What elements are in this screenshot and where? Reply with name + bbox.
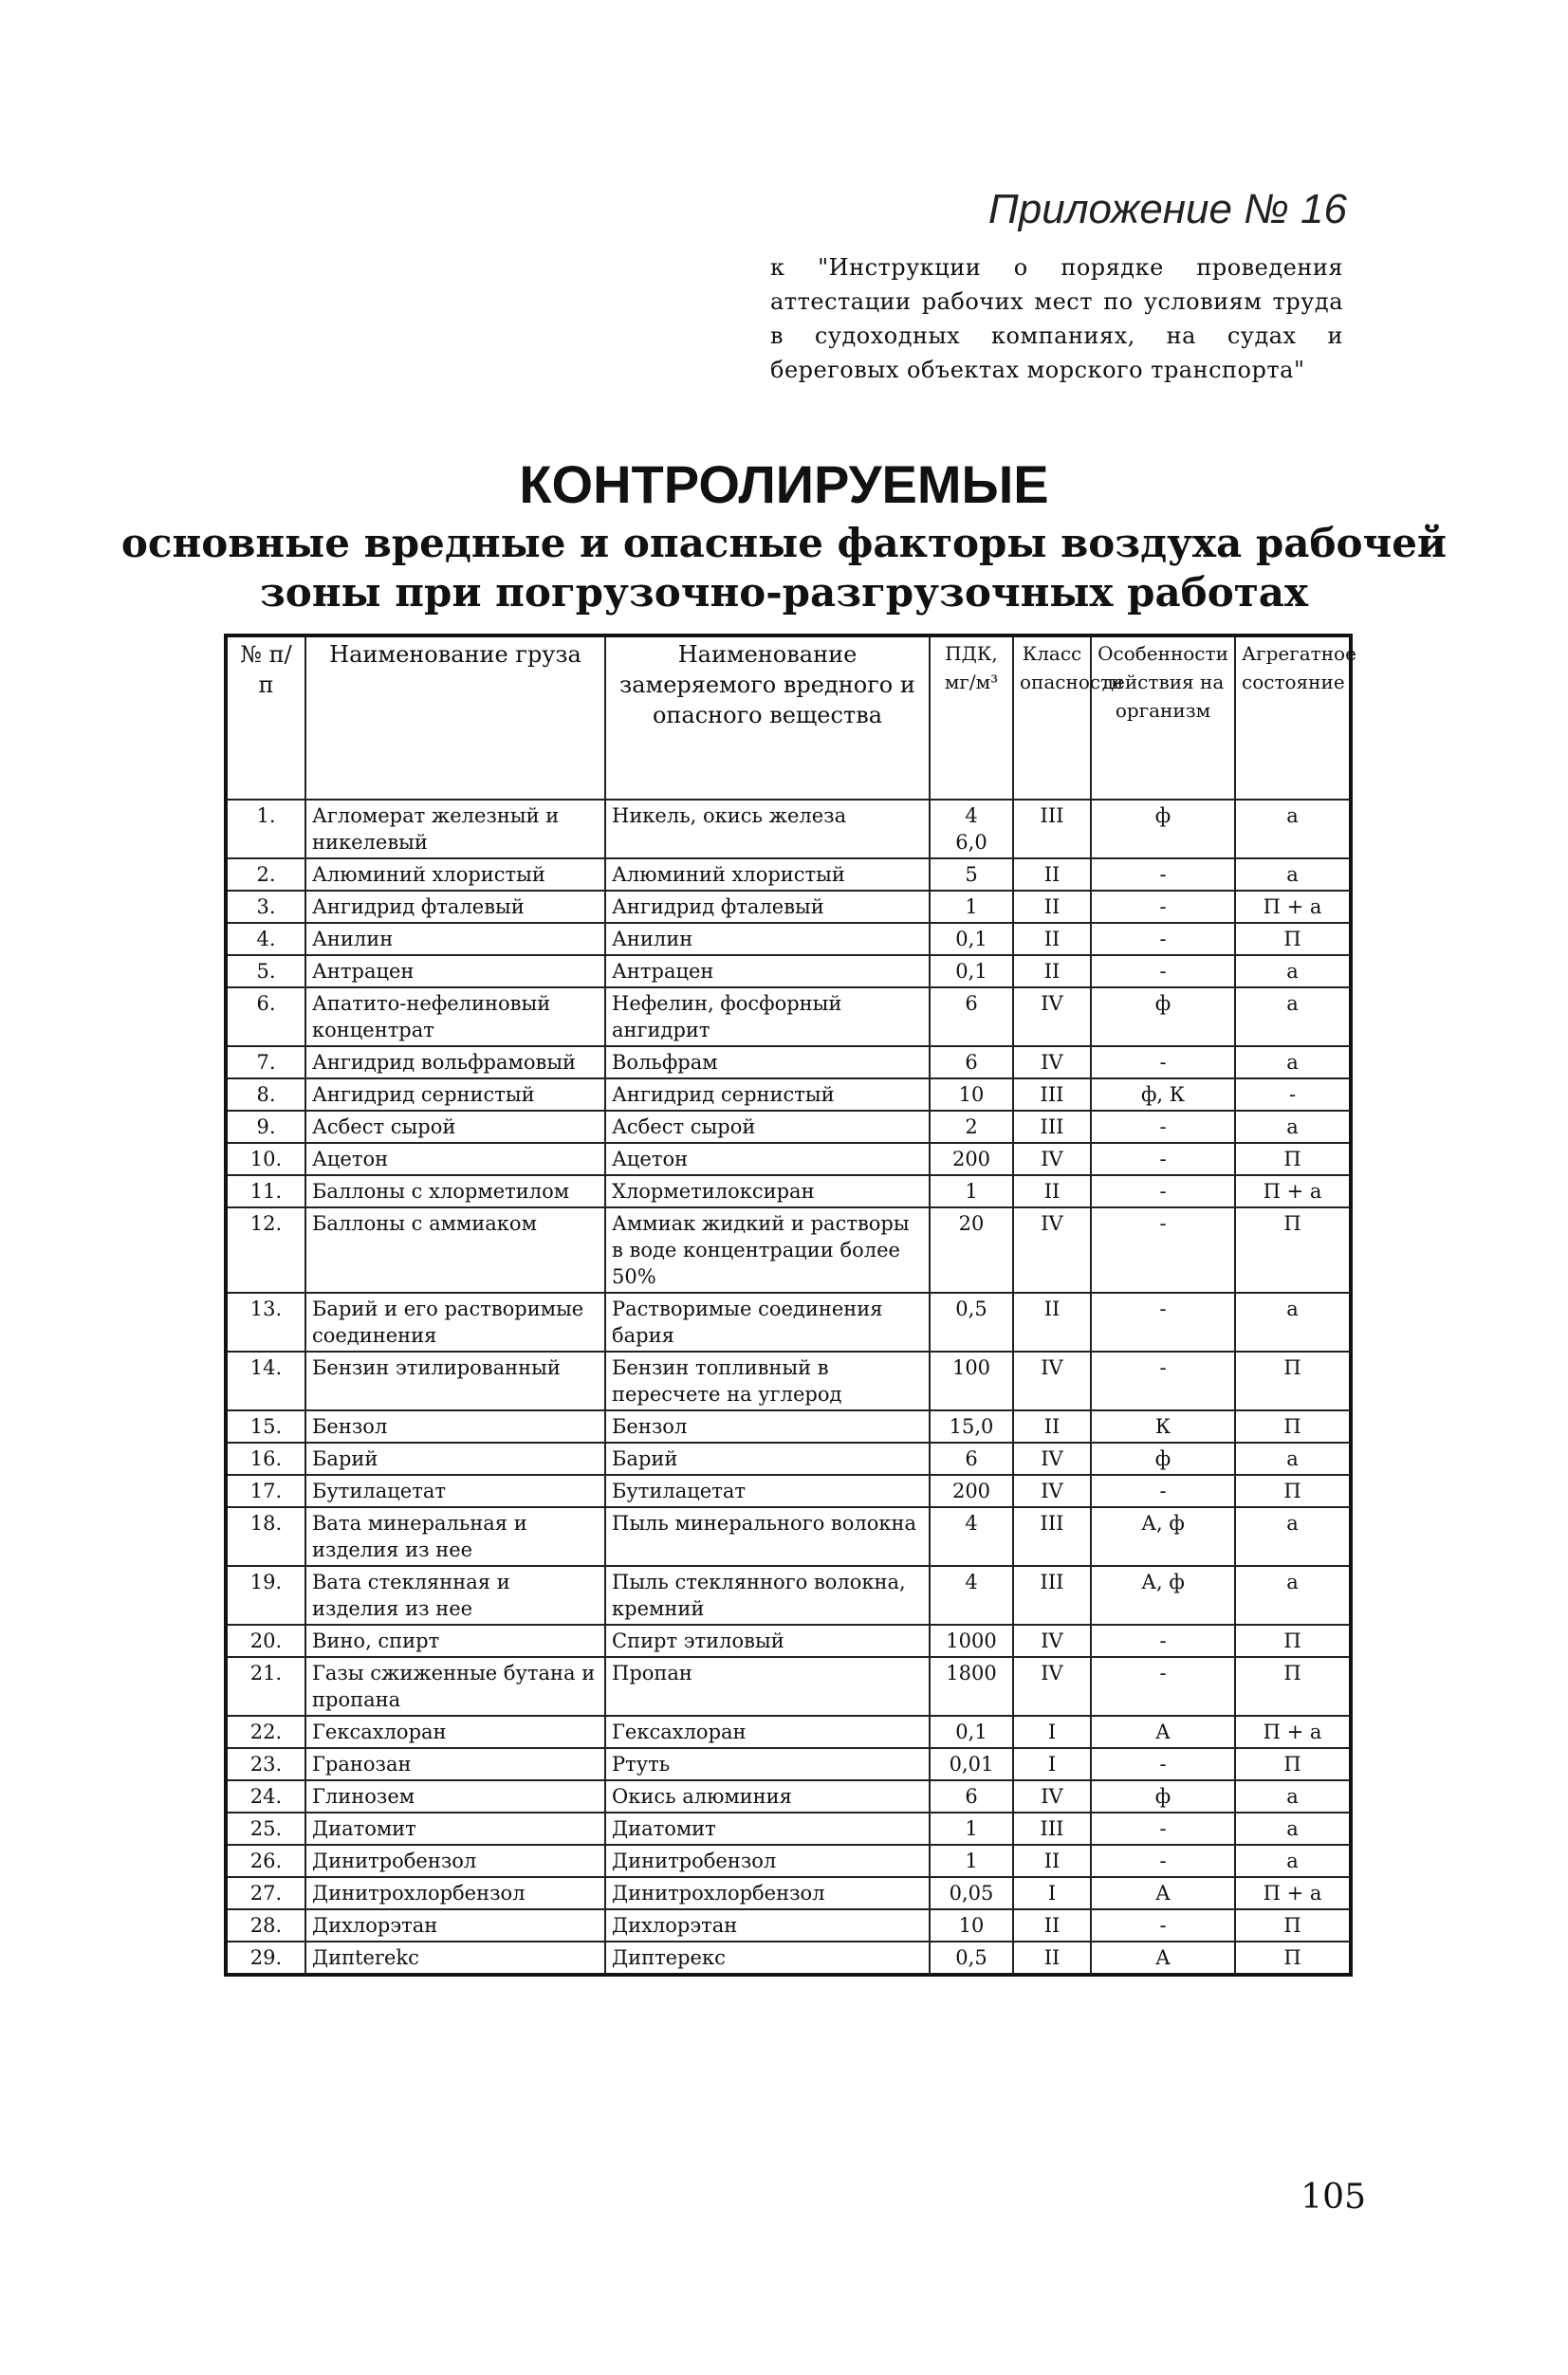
cell-mac-value: 1000: [930, 1625, 1013, 1657]
cell-effect: -: [1091, 1813, 1235, 1845]
cell-aggregate-state: П: [1235, 1625, 1351, 1657]
cell-mac-value: 0,5: [930, 1293, 1013, 1352]
cell-cargo-name: Ангидрид вольфрамовый: [305, 1046, 605, 1078]
cell-cargo-name: Вата минеральная и изделия из нее: [305, 1507, 605, 1566]
table-row: [226, 1877, 1351, 1909]
cell-effect: А: [1091, 1716, 1235, 1748]
cell-hazard-class: I: [1013, 1877, 1091, 1909]
table-body: [226, 800, 1351, 1975]
table-row: [226, 1507, 1351, 1566]
cell-substance-name: Никель, окись железа: [605, 800, 930, 858]
factors-table: [224, 634, 1356, 1977]
table-row: [226, 1175, 1351, 1207]
cell-substance-name: Ацетон: [605, 1143, 930, 1175]
cell-cargo-name: Ацетон: [305, 1143, 605, 1175]
cell-row-number: 22.: [226, 1716, 305, 1748]
cell-row-number: 14.: [226, 1352, 305, 1410]
cell-aggregate-state: П: [1235, 1909, 1351, 1942]
cell-row-number: 29.: [226, 1942, 305, 1975]
table-row: [226, 1909, 1351, 1942]
cell-substance-name: Нефелин, фосфорный ангидрит: [605, 987, 930, 1046]
cell-cargo-name: Анилин: [305, 923, 605, 955]
cell-row-number: 27.: [226, 1877, 305, 1909]
page-title: КОНТРОЛИРУЕМЫЕ: [519, 454, 1049, 514]
cell-hazard-class: IV: [1013, 1625, 1091, 1657]
cell-substance-name: Диатомит: [605, 1813, 930, 1845]
cell-effect: -: [1091, 1293, 1235, 1352]
table-row: [226, 1111, 1351, 1143]
cell-aggregate-state: а: [1235, 1566, 1351, 1625]
cell-mac-value: 20: [930, 1207, 1013, 1293]
cell-row-number: 23.: [226, 1748, 305, 1780]
cell-row-number: 3.: [226, 891, 305, 923]
cell-cargo-name: Асбест сырой: [305, 1111, 605, 1143]
cell-hazard-class: II: [1013, 1845, 1091, 1877]
cell-mac-value: 4: [930, 1507, 1013, 1566]
cell-aggregate-state: а: [1235, 1443, 1351, 1475]
cell-substance-name: Динитрохлорбензол: [605, 1877, 930, 1909]
cell-hazard-class: III: [1013, 800, 1091, 858]
cell-cargo-name: Диатомит: [305, 1813, 605, 1845]
cell-cargo-name: Антрацен: [305, 955, 605, 987]
cell-effect: ф: [1091, 1443, 1235, 1475]
cell-effect: -: [1091, 1845, 1235, 1877]
cell-mac-value: 4: [930, 1566, 1013, 1625]
cell-aggregate-state: П: [1235, 1143, 1351, 1175]
cell-mac-value: 1: [930, 1845, 1013, 1877]
cell-hazard-class: IV: [1013, 987, 1091, 1046]
cell-effect: -: [1091, 1657, 1235, 1716]
cell-substance-name: Ангидрид фталевый: [605, 891, 930, 923]
cell-effect: -: [1091, 1909, 1235, 1942]
cell-hazard-class: III: [1013, 1566, 1091, 1625]
cell-effect: -: [1091, 1175, 1235, 1207]
cell-cargo-name: Динитробензол: [305, 1845, 605, 1877]
cell-mac-value: 1: [930, 1175, 1013, 1207]
cell-substance-name: Спирт этиловый: [605, 1625, 930, 1657]
cell-hazard-class: II: [1013, 891, 1091, 923]
cell-cargo-name: Гексахлоран: [305, 1716, 605, 1748]
cell-row-number: 2.: [226, 858, 305, 891]
cell-row-number: 9.: [226, 1111, 305, 1143]
cell-substance-name: Бутилацетат: [605, 1475, 930, 1507]
cell-aggregate-state: а: [1235, 1293, 1351, 1352]
cell-hazard-class: II: [1013, 1909, 1091, 1942]
table-row: [226, 1078, 1351, 1111]
cell-row-number: 25.: [226, 1813, 305, 1845]
cell-row-number: 5.: [226, 955, 305, 987]
cell-aggregate-state: П: [1235, 1942, 1351, 1975]
header-hazard-class: Класс опасности: [1013, 635, 1091, 800]
cell-row-number: 12.: [226, 1207, 305, 1293]
cell-effect: ф, К: [1091, 1078, 1235, 1111]
cell-effect: А: [1091, 1942, 1235, 1975]
cell-mac-value: 200: [930, 1475, 1013, 1507]
cell-aggregate-state: а: [1235, 955, 1351, 987]
cell-mac-value: 1800: [930, 1657, 1013, 1716]
cell-row-number: 6.: [226, 987, 305, 1046]
table-row: [226, 923, 1351, 955]
cell-cargo-name: Алюминий хлористый: [305, 858, 605, 891]
table-row: [226, 1410, 1351, 1443]
cell-aggregate-state: П: [1235, 923, 1351, 955]
cell-row-number: 16.: [226, 1443, 305, 1475]
cell-row-number: 20.: [226, 1625, 305, 1657]
cell-aggregate-state: П: [1235, 1748, 1351, 1780]
cell-substance-name: Растворимые соединения бария: [605, 1293, 930, 1352]
table-header-row: [226, 635, 1351, 800]
table-row: [226, 800, 1351, 858]
page-subtitle-line-2: зоны при погрузочно-разгрузочных работах: [260, 569, 1308, 616]
cell-hazard-class: I: [1013, 1716, 1091, 1748]
cell-hazard-class: IV: [1013, 1780, 1091, 1813]
cell-substance-name: Алюминий хлористый: [605, 858, 930, 891]
cell-effect: -: [1091, 923, 1235, 955]
cell-effect: -: [1091, 955, 1235, 987]
cell-aggregate-state: П + а: [1235, 1175, 1351, 1207]
cell-row-number: 1.: [226, 800, 305, 858]
cell-effect: -: [1091, 1111, 1235, 1143]
cell-cargo-name: Дихлорэтан: [305, 1909, 605, 1942]
cell-row-number: 8.: [226, 1078, 305, 1111]
cell-aggregate-state: а: [1235, 1845, 1351, 1877]
cell-aggregate-state: П + а: [1235, 891, 1351, 923]
cell-substance-name: Гексахлоран: [605, 1716, 930, 1748]
table-row: [226, 1942, 1351, 1975]
cell-aggregate-state: а: [1235, 987, 1351, 1046]
table-row: [226, 1748, 1351, 1780]
cell-aggregate-state: П: [1235, 1352, 1351, 1410]
cell-aggregate-state: а: [1235, 1813, 1351, 1845]
cell-effect: -: [1091, 1352, 1235, 1410]
cell-aggregate-state: П + а: [1235, 1877, 1351, 1909]
cell-row-number: 11.: [226, 1175, 305, 1207]
cell-row-number: 24.: [226, 1780, 305, 1813]
cell-hazard-class: III: [1013, 1111, 1091, 1143]
cell-hazard-class: III: [1013, 1078, 1091, 1111]
cell-mac-value: 4 6,0: [930, 800, 1013, 858]
cell-cargo-name: Гранозан: [305, 1748, 605, 1780]
table-row: [226, 1293, 1351, 1352]
cell-hazard-class: II: [1013, 923, 1091, 955]
cell-effect: -: [1091, 1475, 1235, 1507]
cell-effect: -: [1091, 1143, 1235, 1175]
cell-cargo-name: Бензин этилированный: [305, 1352, 605, 1410]
cell-cargo-name: Ангидрид сернистый: [305, 1078, 605, 1111]
cell-aggregate-state: а: [1235, 1780, 1351, 1813]
cell-effect: -: [1091, 1748, 1235, 1780]
cell-row-number: 7.: [226, 1046, 305, 1078]
header-mac: ПДК, мг/м³: [930, 635, 1013, 800]
cell-mac-value: 0,1: [930, 1716, 1013, 1748]
cell-hazard-class: IV: [1013, 1352, 1091, 1410]
cell-effect: -: [1091, 858, 1235, 891]
cell-effect: А, ф: [1091, 1507, 1235, 1566]
table-row: [226, 1566, 1351, 1625]
cell-effect: А, ф: [1091, 1566, 1235, 1625]
cell-mac-value: 6: [930, 1780, 1013, 1813]
table-row: [226, 1657, 1351, 1716]
cell-mac-value: 0,01: [930, 1748, 1013, 1780]
cell-mac-value: 5: [930, 858, 1013, 891]
cell-mac-value: 100: [930, 1352, 1013, 1410]
cell-hazard-class: II: [1013, 1293, 1091, 1352]
cell-cargo-name: Барий: [305, 1443, 605, 1475]
table-row: [226, 1046, 1351, 1078]
cell-cargo-name: Барий и его растворимые соединения: [305, 1293, 605, 1352]
cell-effect: К: [1091, 1410, 1235, 1443]
header-state: Агрегатное состояние: [1235, 635, 1351, 800]
cell-aggregate-state: а: [1235, 1046, 1351, 1078]
cell-effect: А: [1091, 1877, 1235, 1909]
cell-cargo-name: Газы сжиженные бутана и пропана: [305, 1657, 605, 1716]
cell-substance-name: Пыль минерального волокна: [605, 1507, 930, 1566]
cell-substance-name: Ртуть: [605, 1748, 930, 1780]
cell-cargo-name: Вино, спирт: [305, 1625, 605, 1657]
page-subtitle-line-1: основные вредные и опасные факторы воздуха рабочей: [120, 520, 1448, 566]
cell-substance-name: Пропан: [605, 1657, 930, 1716]
cell-hazard-class: IV: [1013, 1657, 1091, 1716]
cell-hazard-class: III: [1013, 1813, 1091, 1845]
cell-mac-value: 1: [930, 891, 1013, 923]
cell-aggregate-state: а: [1235, 858, 1351, 891]
cell-aggregate-state: а: [1235, 800, 1351, 858]
cell-aggregate-state: а: [1235, 1111, 1351, 1143]
cell-effect: -: [1091, 1625, 1235, 1657]
header-number: № п/п: [226, 635, 305, 800]
cell-hazard-class: II: [1013, 858, 1091, 891]
table-row: [226, 1845, 1351, 1877]
cell-substance-name: Аммиак жидкий и растворы в воде концентрации более 50%: [605, 1207, 930, 1293]
cell-mac-value: 0,05: [930, 1877, 1013, 1909]
cell-cargo-name: Глинозем: [305, 1780, 605, 1813]
cell-substance-name: Хлорметилоксиран: [605, 1175, 930, 1207]
cell-aggregate-state: П + а: [1235, 1716, 1351, 1748]
table-row: [226, 858, 1351, 891]
cell-substance-name: Ангидрид сернистый: [605, 1078, 930, 1111]
cell-row-number: 17.: [226, 1475, 305, 1507]
cell-mac-value: 2: [930, 1111, 1013, 1143]
table-row: [226, 1780, 1351, 1813]
cell-substance-name: Барий: [605, 1443, 930, 1475]
cell-mac-value: 200: [930, 1143, 1013, 1175]
cell-hazard-class: II: [1013, 1942, 1091, 1975]
cell-mac-value: 0,1: [930, 923, 1013, 955]
header-effect: Особенности действия на организм: [1091, 635, 1235, 800]
table-row: [226, 987, 1351, 1046]
cell-substance-name: Вольфрам: [605, 1046, 930, 1078]
cell-substance-name: Пыль стеклянного волокна, кремний: [605, 1566, 930, 1625]
cell-row-number: 4.: [226, 923, 305, 955]
cell-row-number: 28.: [226, 1909, 305, 1942]
cell-cargo-name: Вата стеклянная и изделия из нее: [305, 1566, 605, 1625]
table-row: [226, 1207, 1351, 1293]
cell-effect: ф: [1091, 1780, 1235, 1813]
table-row: [226, 1443, 1351, 1475]
cell-aggregate-state: а: [1235, 1507, 1351, 1566]
header-cargo-name: Наименование груза: [305, 635, 605, 800]
cell-row-number: 26.: [226, 1845, 305, 1877]
cell-row-number: 19.: [226, 1566, 305, 1625]
cell-substance-name: Бензол: [605, 1410, 930, 1443]
cell-aggregate-state: П: [1235, 1207, 1351, 1293]
cell-mac-value: 6: [930, 987, 1013, 1046]
cell-aggregate-state: П: [1235, 1410, 1351, 1443]
cell-cargo-name: Дипterekс: [305, 1942, 605, 1975]
cell-effect: ф: [1091, 987, 1235, 1046]
cell-mac-value: 0,1: [930, 955, 1013, 987]
table-row: [226, 1475, 1351, 1507]
table-row: [226, 1813, 1351, 1845]
cell-cargo-name: Апатито-нефелиновый концентрат: [305, 987, 605, 1046]
cell-effect: -: [1091, 1207, 1235, 1293]
table-row: [226, 891, 1351, 923]
cell-mac-value: 6: [930, 1443, 1013, 1475]
cell-row-number: 10.: [226, 1143, 305, 1175]
cell-mac-value: 10: [930, 1078, 1013, 1111]
instruction-reference: к "Инструкции о порядке проведения аттестации рабочих мест по условиям труда в судоходных компаниях, на судах и береговых объектах морского транспорта": [770, 254, 1343, 383]
cell-cargo-name: Динитрохлорбензол: [305, 1877, 605, 1909]
page-number: 105: [1301, 2178, 1366, 2217]
cell-row-number: 21.: [226, 1657, 305, 1716]
table-row: [226, 1625, 1351, 1657]
cell-effect: ф: [1091, 800, 1235, 858]
cell-substance-name: Асбест сырой: [605, 1111, 930, 1143]
cell-row-number: 18.: [226, 1507, 305, 1566]
cell-hazard-class: I: [1013, 1748, 1091, 1780]
cell-substance-name: Динитробензол: [605, 1845, 930, 1877]
cell-hazard-class: IV: [1013, 1475, 1091, 1507]
cell-substance-name: Анилин: [605, 923, 930, 955]
cell-cargo-name: Баллоны с хлорметилом: [305, 1175, 605, 1207]
cell-mac-value: 10: [930, 1909, 1013, 1942]
cell-hazard-class: III: [1013, 1507, 1091, 1566]
cell-mac-value: 15,0: [930, 1410, 1013, 1443]
cell-mac-value: 6: [930, 1046, 1013, 1078]
cell-hazard-class: IV: [1013, 1143, 1091, 1175]
appendix-title: Приложение № 16: [987, 186, 1347, 232]
cell-mac-value: 1: [930, 1813, 1013, 1845]
cell-substance-name: Окись алюминия: [605, 1780, 930, 1813]
cell-aggregate-state: -: [1235, 1078, 1351, 1111]
cell-hazard-class: IV: [1013, 1207, 1091, 1293]
cell-row-number: 13.: [226, 1293, 305, 1352]
cell-mac-value: 0,5: [930, 1942, 1013, 1975]
cell-cargo-name: Баллоны с аммиаком: [305, 1207, 605, 1293]
cell-hazard-class: II: [1013, 1410, 1091, 1443]
cell-substance-name: Бензин топливный в пересчете на углерод: [605, 1352, 930, 1410]
cell-effect: -: [1091, 1046, 1235, 1078]
table-row: [226, 1143, 1351, 1175]
cell-substance-name: Дихлорэтан: [605, 1909, 930, 1942]
cell-cargo-name: Бензол: [305, 1410, 605, 1443]
cell-row-number: 15.: [226, 1410, 305, 1443]
cell-hazard-class: IV: [1013, 1443, 1091, 1475]
cell-substance-name: Антрацен: [605, 955, 930, 987]
cell-hazard-class: IV: [1013, 1046, 1091, 1078]
table-row: [226, 955, 1351, 987]
cell-aggregate-state: П: [1235, 1475, 1351, 1507]
cell-cargo-name: Бутилацетат: [305, 1475, 605, 1507]
table-row: [226, 1352, 1351, 1410]
cell-hazard-class: II: [1013, 955, 1091, 987]
cell-cargo-name: Агломерат железный и никелевый: [305, 800, 605, 858]
cell-effect: -: [1091, 891, 1235, 923]
cell-cargo-name: Ангидрид фталевый: [305, 891, 605, 923]
cell-substance-name: Диптерекс: [605, 1942, 930, 1975]
cell-hazard-class: II: [1013, 1175, 1091, 1207]
header-substance-name: Наименование замеряемого вредного и опасного вещества: [605, 635, 930, 800]
table-row: [226, 1716, 1351, 1748]
cell-aggregate-state: П: [1235, 1657, 1351, 1716]
